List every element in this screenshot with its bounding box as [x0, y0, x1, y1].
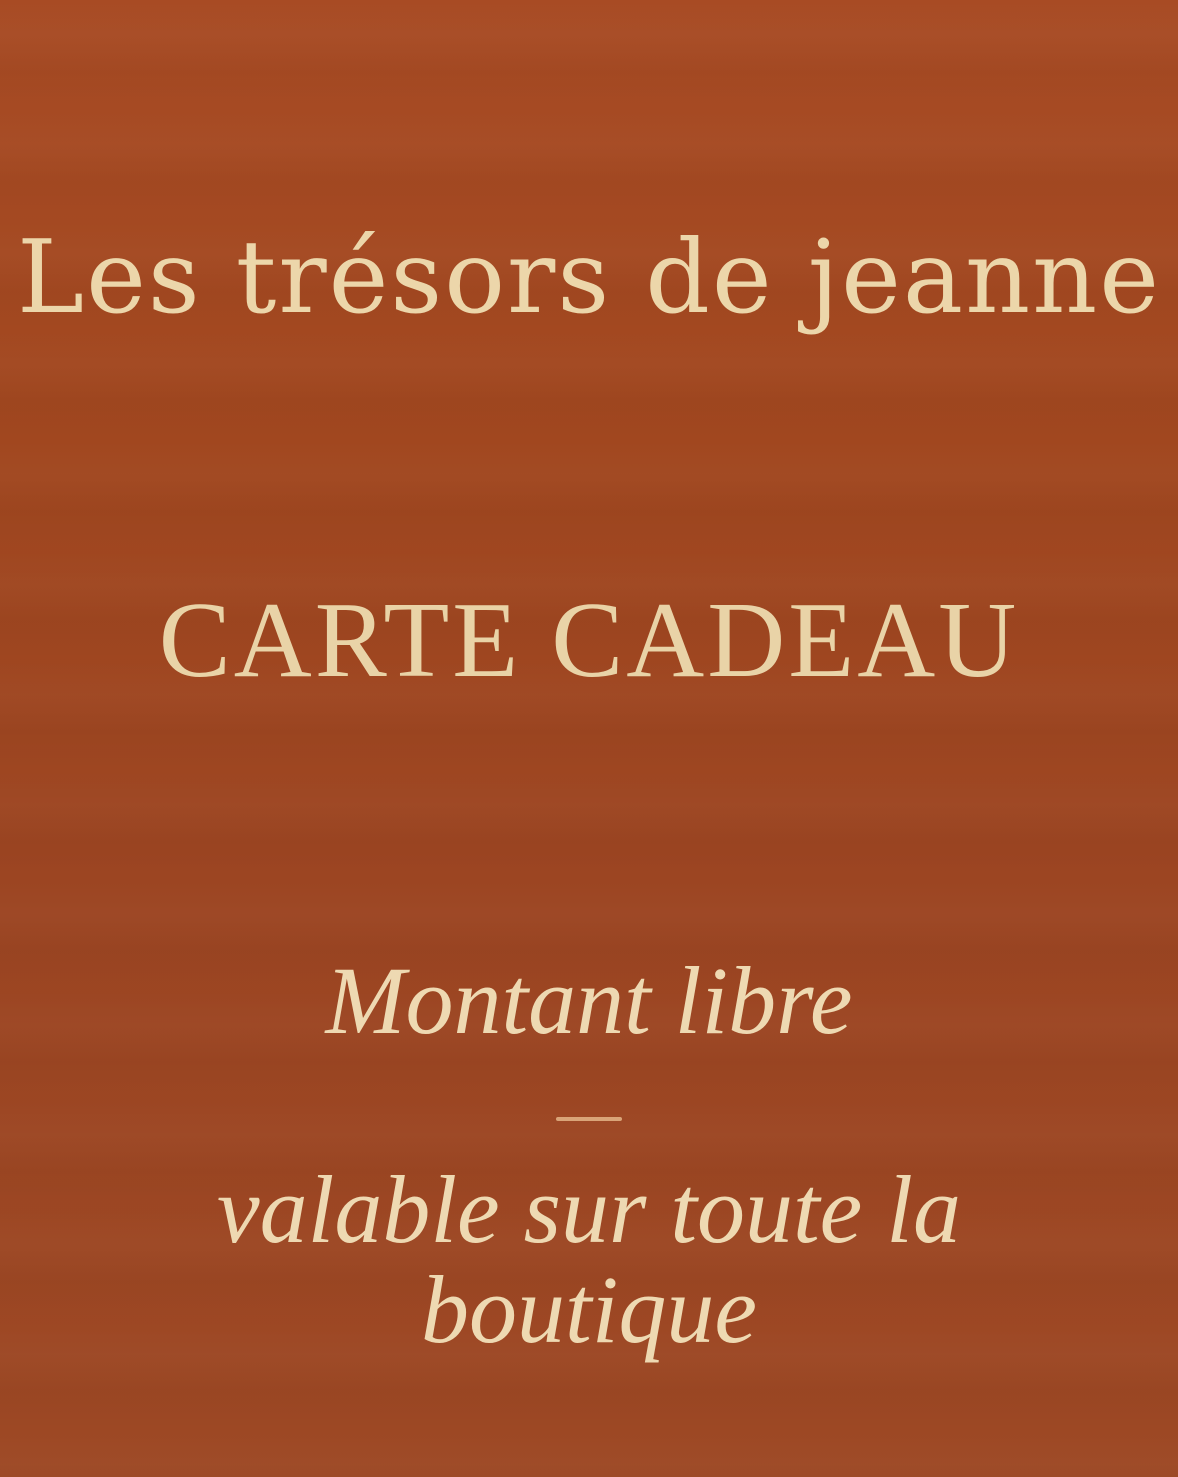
divider-line [556, 1117, 622, 1121]
validity-text [0, 1156, 1178, 1363]
validity-line-1: valable sur toute la [217, 1156, 961, 1263]
amount-text: Montant libre [325, 947, 853, 1054]
card-title: CARTE CADEAU [158, 581, 1020, 700]
brand-name: Les trésors de jeanne [17, 218, 1161, 336]
validity-line-2: boutique [421, 1255, 757, 1363]
